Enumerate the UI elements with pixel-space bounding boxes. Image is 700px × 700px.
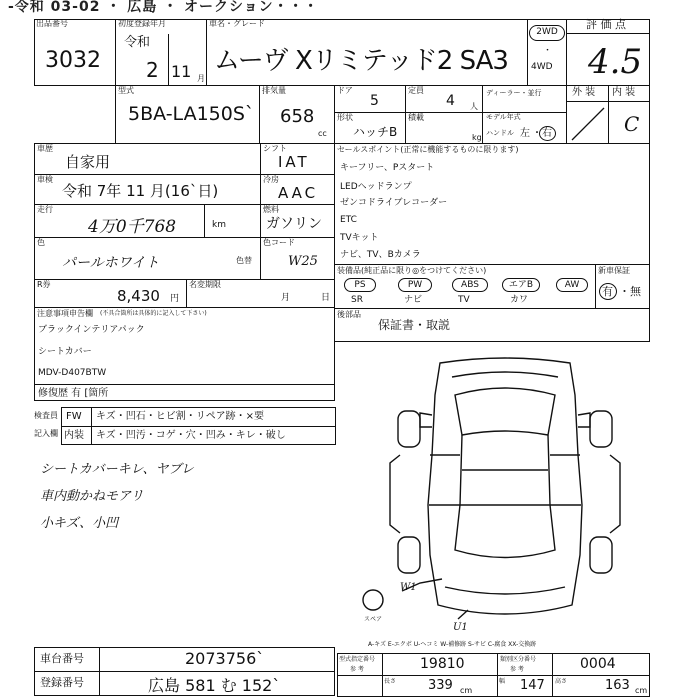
- load-unit: kg: [472, 133, 482, 142]
- usage-value: 自家用: [65, 153, 111, 171]
- color-code-label: 色コード: [263, 238, 295, 247]
- doors-label: ドア: [337, 86, 353, 95]
- width-value: 147: [520, 678, 545, 693]
- displacement-label: 排気量: [262, 86, 286, 95]
- damage-mark-u1: U1: [453, 622, 468, 633]
- lot-number: 3032: [45, 48, 101, 73]
- model-year-label: モデル年式: [486, 113, 521, 121]
- sales-point-1: キーフリー、Pスタート: [340, 163, 435, 173]
- chassis-value: 2073756`: [185, 649, 265, 668]
- handle-right: 右: [542, 128, 552, 139]
- score-value: 4.5: [588, 42, 643, 82]
- inspection-label: 車検: [37, 175, 53, 184]
- color-label: 色: [37, 238, 45, 247]
- car-damage-diagram: [360, 355, 650, 635]
- length-unit: cm: [460, 686, 473, 695]
- recycle-label: R券: [37, 280, 51, 289]
- first-reg-month-unit: 月: [197, 74, 205, 83]
- repair-history: 修復歴 有 [箇所: [38, 388, 109, 399]
- mileage-label: 走行: [37, 205, 53, 214]
- spare-label: スペア: [364, 616, 383, 623]
- handle-dot: ・: [532, 128, 542, 139]
- designation-vline-2: [497, 653, 498, 676]
- recycle-value: 8,430: [117, 287, 160, 305]
- equip-airbag: エアB: [502, 278, 540, 292]
- fuel-label: 燃料: [263, 205, 279, 214]
- first-reg-month: 11: [171, 62, 192, 81]
- name-change-month: 月: [281, 293, 291, 303]
- displacement-value: 658: [280, 106, 315, 127]
- lot-label: 出品番号: [36, 19, 68, 28]
- handle-label: ハンドル: [486, 129, 514, 137]
- model-value: 5BA-LA150S`: [128, 103, 255, 125]
- equip-leather: カワ: [510, 295, 529, 305]
- header-strip: -令和 03-02 ・ 広島 ・ オークション・・・: [8, 0, 319, 15]
- equip-ps: PS: [344, 278, 376, 292]
- equip-pw: PW: [398, 278, 432, 292]
- category-sub: 参 考: [510, 666, 524, 673]
- handwritten-line-1: シートカバーキレ、ヤブレ: [40, 462, 194, 477]
- equip-aw: AW: [556, 278, 588, 292]
- handwritten-line-2: 車内動かねモアリ: [40, 489, 144, 504]
- sales-point-4: ETC: [340, 215, 357, 225]
- accessories-label: 後部品: [337, 310, 361, 319]
- inspector-row2: キズ・凹汚・コゲ・穴・凹み・キレ・破し: [96, 430, 286, 441]
- sales-point-2: LEDヘッドランプ: [340, 182, 412, 192]
- int-label: 内 装: [612, 87, 636, 98]
- equip-navi: ナビ: [404, 295, 423, 305]
- model-label: 型式: [118, 86, 134, 95]
- inspector-row2-head: 内装: [64, 430, 84, 441]
- category-value: 0004: [580, 656, 616, 672]
- recycle-box: [34, 279, 187, 308]
- ac-value: AAC: [278, 184, 319, 202]
- length-label: 長さ: [384, 678, 397, 685]
- score-divider: [566, 33, 650, 34]
- name-change-day: 日: [321, 293, 331, 303]
- inspector-row1-head: FW: [66, 411, 82, 422]
- ac-label: 冷房: [263, 175, 279, 184]
- first-reg-label: 初度登録年月: [118, 19, 166, 28]
- designation-vline-1: [382, 653, 383, 676]
- fuel-value: ガソリン: [266, 216, 322, 232]
- new-car-yes: 有: [602, 285, 613, 298]
- notes-line-2: シートカバー: [38, 347, 92, 357]
- designation-sub: 参 考: [350, 666, 364, 673]
- car-name-label: 車名・グレード: [209, 19, 265, 28]
- dims-vline-2: [497, 675, 498, 697]
- new-car-label: 新車保証: [598, 266, 630, 275]
- capacity-value: 4: [446, 93, 455, 109]
- category-label: 類別区分番号: [500, 656, 537, 663]
- notes-sublabel: (不具合箇所は具体的に記入して下さい): [100, 310, 207, 317]
- color-value: パールホワイト: [62, 255, 160, 271]
- dims-vline-3: [552, 675, 553, 697]
- width-label: 幅: [499, 678, 506, 685]
- designation-vline-3: [552, 653, 553, 676]
- height-label: 高さ: [555, 678, 568, 685]
- equip-abs: ABS: [452, 278, 488, 292]
- inspector-hline: [61, 426, 336, 427]
- handle-left: 左: [520, 128, 530, 139]
- first-reg-box: [115, 19, 207, 86]
- displacement-unit: cc: [318, 129, 327, 138]
- notes-line-1: ブラックインテリアパック: [38, 325, 145, 335]
- registration-label: 登録番号: [40, 676, 84, 689]
- body-label: 形状: [337, 113, 353, 122]
- notes-divider: [34, 384, 335, 385]
- ext-slash-mark: [568, 102, 608, 144]
- sales-point-6: ナビ、TV、Bカメラ: [340, 250, 421, 260]
- inspection-value: 令和 7年 11 月(16`日): [62, 182, 219, 200]
- inspector-row1: キズ・凹石・ヒビ割・リペア跡・×要: [96, 411, 264, 422]
- first-reg-era: 令和: [124, 35, 151, 50]
- height-unit: cm: [635, 686, 648, 695]
- drive-2wd: 2WD: [529, 25, 565, 41]
- shift-label: シフト: [263, 144, 287, 153]
- registration-vline: [99, 671, 100, 696]
- color-change-label: 色替: [236, 256, 252, 265]
- ext-label: 外 装: [572, 87, 596, 98]
- height-value: 163: [605, 678, 630, 693]
- int-value: C: [624, 112, 640, 136]
- accessories-value: 保証書・取説: [378, 318, 451, 332]
- recycle-unit: 円: [170, 294, 180, 304]
- color-code-value: W25: [288, 254, 318, 269]
- dims-vline-1: [382, 675, 383, 697]
- dealer-label: ディーラー・並行: [486, 89, 542, 97]
- mileage-value: 4万0千768: [88, 217, 177, 237]
- designation-label: 型式指定番号: [339, 656, 376, 663]
- inspector-label-1: 検査員: [34, 411, 58, 420]
- chassis-label: 車台番号: [40, 652, 84, 665]
- chassis-vline: [99, 647, 100, 672]
- drive-4wd: 4WD: [531, 62, 553, 72]
- inspector-vline: [91, 407, 92, 445]
- equip-sr: SR: [351, 295, 363, 305]
- usage-label: 車歴: [37, 144, 53, 153]
- length-value: 339: [428, 678, 453, 693]
- capacity-label: 定員: [408, 86, 424, 95]
- first-reg-year: 2: [146, 58, 159, 82]
- diagram-legend: A-キズ E-エクボ U-ヘコミ W-補修跡 S-サビ C-腐食 XX-交換跡: [368, 641, 537, 648]
- shift-value: IAT: [278, 153, 310, 171]
- inspector-label-2: 記入欄: [34, 429, 58, 438]
- mileage-unit-divider: [204, 204, 205, 238]
- new-car-no: ・無: [619, 285, 641, 298]
- doors-value: 5: [370, 93, 379, 109]
- notes-label: 注意事項申告欄: [37, 309, 93, 318]
- first-reg-divider: [168, 34, 169, 86]
- load-label: 積載: [408, 113, 424, 122]
- sales-points-label: セールスポイント(正常に機能するものに限ります): [337, 145, 519, 154]
- handwritten-line-3: 小キズ、小凹: [40, 516, 119, 531]
- capacity-unit: 人: [470, 102, 478, 111]
- score-label: 評 価 点: [586, 18, 626, 31]
- damage-mark-w1: W1: [400, 582, 417, 593]
- name-change-label: 名変期限: [189, 280, 221, 289]
- ext-int-vline: [608, 85, 609, 144]
- registration-value: 広島 581 む 152`: [148, 676, 281, 695]
- equip-tv: TV: [458, 295, 470, 305]
- sales-point-3: ゼンコドライブレコーダー: [340, 198, 448, 208]
- car-name: ムーヴ Xリミテッド2 SA3: [214, 46, 508, 76]
- sales-point-5: TVキット: [340, 233, 379, 243]
- equipment-label: 装備品(純正品に限り◎をつけてください): [337, 266, 487, 275]
- notes-line-3: MDV-D407BTW: [38, 368, 107, 378]
- designation-value: 19810: [420, 656, 465, 672]
- body-value: ハッチB: [353, 125, 398, 139]
- drive-dot: ・: [543, 46, 553, 56]
- mileage-unit: km: [212, 220, 226, 230]
